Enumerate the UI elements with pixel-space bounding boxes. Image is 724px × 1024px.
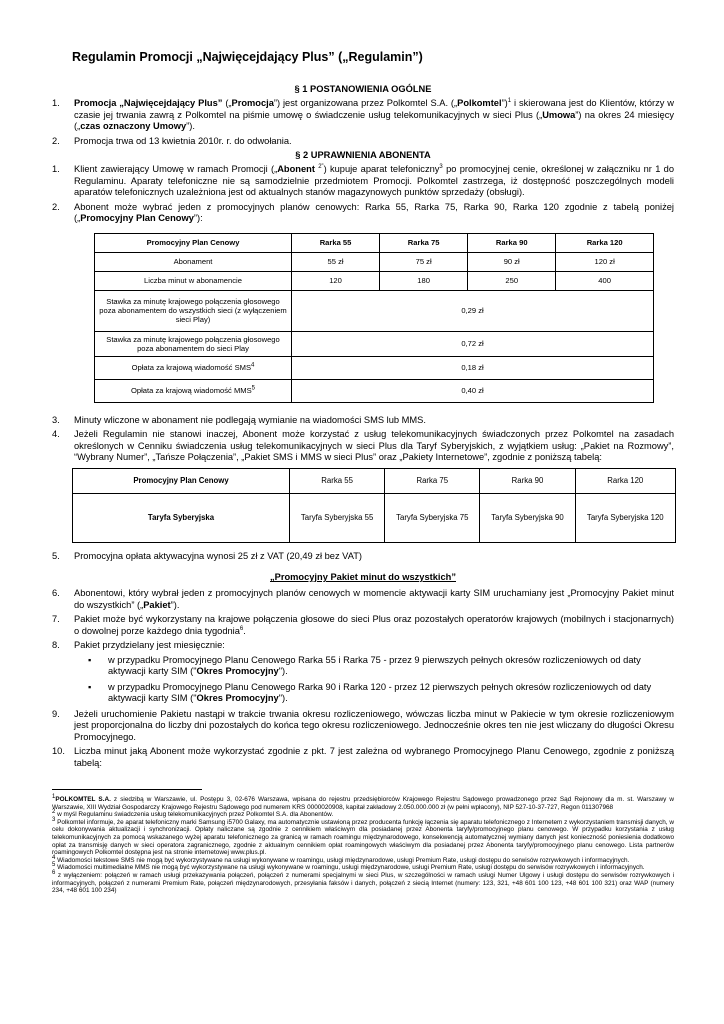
table-cell: Taryfa Syberyjska 90 xyxy=(480,493,575,542)
table-cell: Taryfa Syberyjska 120 xyxy=(575,493,675,542)
section2-heading: § 2 UPRAWNIENIA ABONENTA xyxy=(295,150,431,160)
footnote: $^4$ Wiadomości tekstowe SMS nie mogą być wykorzystywane na usługi wykonywane w roamingu, usługi międzynarodowe, usługi Premium Rate, usługi dostępu do serwisów rozrywkowych i informacyjnych. xyxy=(52,854,630,864)
item-number: 1. xyxy=(52,164,60,174)
item-text: Liczba minut jaką Abonent może wykorzystać zgodnie z pkt. 7 jest zależna od wybranego Promocyjnego Planu Cenowego, zgodnie z poniższą tabelą: xyxy=(74,746,674,768)
item-text: Abonentowi, który wybrał jeden z promocyjnych planów cenowych w momencie aktywacji karty SIM uruchamiany jest „Promocyjny Pakiet minut do wszystkich” („Pakiet”). xyxy=(74,588,674,610)
table-cell: 250 xyxy=(468,271,556,290)
row-label: Opłata za krajową wiadomość SMS$^4$ xyxy=(95,356,292,379)
section2-item-6 xyxy=(52,588,674,611)
table-cell: 180 xyxy=(380,271,468,290)
bullet-text: w przypadku Promocyjnego Planu Cenowego Rarka 90 i Rarka 120 - przez 12 pierwszych pełnych okresów rozliczeniowych od daty aktywacji karty SIM ("Okres Promocyjny"). xyxy=(108,681,652,703)
table-cell: 120 xyxy=(292,271,380,290)
bullet-icon: ▪ xyxy=(88,654,92,665)
table-header-cell: Rarka 120 xyxy=(556,233,654,252)
table-row xyxy=(95,290,654,331)
table-row xyxy=(95,379,654,402)
footnote-separator xyxy=(52,789,202,790)
section2-item-4 xyxy=(52,429,674,464)
table-header-cell: Rarka 75 xyxy=(380,233,468,252)
section2-item-10 xyxy=(52,746,674,769)
document-page xyxy=(52,50,674,895)
row-label: Stawka za minutę krajowego połączenia głosowego poza abonamentem do sieci Play xyxy=(95,331,292,356)
item-text: Pakiet przydzielany jest miesięcznie: xyxy=(74,640,225,650)
table-row xyxy=(95,271,654,290)
table-cell: 0,18 zł xyxy=(292,356,654,379)
footnote: $^6$ z wyłączeniem: połączeń w ramach usługi przekazywania połączeń, połączeń z numerami specjalnymi w sieci Plus, w szczególności w ramach usługi Numer Ulgowy i usługi dostępu do serwisów rozrywkowych i informacyjnych, połączeń z numerami Premium Rate, połączeń międzynarodowych, przesyłania faksów i danych, połączeń z siecią Internet (numery: 123, 321, +48 601 100 123, +48 601 100 321) oraz WAP (numery 234, +48 601 100 234) xyxy=(52,869,674,895)
item-number: 7. xyxy=(52,614,60,624)
table-header-cell: Rarka 75 xyxy=(385,468,480,493)
footnote: $^2$ w myśl Regulaminu świadczenia usług telekomunikacyjnych przez Polkomtel S.A. dla Abonentów. xyxy=(52,809,334,819)
table-header-cell: Rarka 55 xyxy=(292,233,380,252)
item-number: 2. xyxy=(52,135,60,146)
section1-item-2 xyxy=(52,136,674,148)
price-plan-table xyxy=(94,233,654,403)
bullet-item xyxy=(88,682,674,705)
table-header-cell: Promocyjny Plan Cenowy xyxy=(95,233,292,252)
table-header-row xyxy=(73,468,676,493)
item-text: Abonent może wybrać jeden z promocyjnych planów cenowych: Rarka 55, Rarka 75, Rarka 90, Rarka 120 zgodnie z tabelą poniżej („Promocyjny Plan Cenowy”): xyxy=(74,201,674,223)
item-text: Minuty wliczone w abonament nie podlegają wymianie na wiadomości SMS lub MMS. xyxy=(74,414,426,425)
section1-item-1 xyxy=(52,98,674,133)
section2-item-5 xyxy=(52,551,674,563)
table-cell: 400 xyxy=(556,271,654,290)
item-number: 2. xyxy=(52,201,60,212)
table-cell: 0,40 zł xyxy=(292,379,654,402)
footnote: $^3$ Polkomtel informuje, że aparat telefoniczny marki Samsung i5700 Galaxy, ma automatycznie ustawioną przez producenta funkcję łączenia się aparatu telefonicznego z Internetem z wykorzystaniem transmisji danych, w celu dokonywania aktualizacji i synchronizacji. Opłaty naliczane są zgodnie z cennikiem właściwym dla posiadanej przez Abonenta taryfy/promocyjnego planu cenowego. W przypadku korzystania z usług telekomunikacyjnych za pomocą wskazanego wyżej aparatu telefonicznego za granicą w ramach roamingu międzynarodowego, konsekwencją automatycznej wymiany danych jest konieczność poniesienia dodatkowo opłat za transmisję danych w sieci operatora zagranicznego, zgodnie z aktualnym cennikiem opłat roamingowych właściwym dla posiadanej przez Abonenta taryfy/promocyjnego planu cenowego. Lista partnerów roamingowych Polkomtel dostępna jest na stronie internetowej www.plus.pl. xyxy=(52,816,674,857)
table-header-row xyxy=(95,233,654,252)
table-row xyxy=(95,331,654,356)
section1-heading: § 1 POSTANOWIENIA OGÓLNE xyxy=(294,84,432,94)
item-number: 10. xyxy=(52,746,65,756)
row-label: Stawka za minutę krajowego połączenia głosowego poza abonamentem do wszystkich sieci (z wyłączeniem sieci Play) xyxy=(95,290,292,331)
section2-item-9 xyxy=(52,709,674,744)
document-title: Regulamin Promocji „Najwięcejdający Plus” („Regulamin”) xyxy=(72,50,423,64)
section2-item-2 xyxy=(52,202,674,225)
table-row xyxy=(95,356,654,379)
footnote: $^5$ Wiadomości multimedialne MMS nie mogą być wykorzystywane na usługi wykonywane w roamingu, usługi międzynarodowe, usługi Premium Rate, usługi dostępu do serwisów rozrywkowych i informacyjnych. xyxy=(52,862,645,872)
item-text: Jeżeli Regulamin nie stanowi inaczej, Abonent może korzystać z usług telekomunikacyjnych świadczonych przez Polkomtel na zasadach określonych w Cenniku świadczenia usług telekomunikacyjnych w sieci Plus dla Taryf Syberyjskich, z wyjątkiem usług: „Pakiet na Rozmowy”, “Wybrany Numer”, „Tańsze Połączenia”, „Pakiet SMS i MMS w sieci Plus” oraz „Pakiety Internetowe”, zgodnie z poniższą tabelą: xyxy=(74,429,674,462)
tariff-table xyxy=(72,468,676,543)
table-row xyxy=(95,252,654,271)
table-cell: 0,72 zł xyxy=(292,331,654,356)
footnote-ref: 2” xyxy=(318,163,324,170)
table-cell: 0,29 zł xyxy=(292,290,654,331)
item-text: Promocyjna opłata aktywacyjna wynosi 25 zł z VAT (20,49 zł bez VAT) xyxy=(74,550,362,561)
item-text: Promocja trwa od 13 kwietnia 2010r. r. do odwołania. xyxy=(74,135,292,146)
table-header-cell: Promocyjny Plan Cenowy xyxy=(73,468,290,493)
item-number: 8. xyxy=(52,640,60,650)
footnote: $^1$POLKOMTEL S.A. z siedzibą w Warszawie, ul. Postępu 3, 02-676 Warszawa, wpisana do rejestru przedsiębiorców Krajowego Rejestru Sądowego prowadzonego przez Sąd Rejonowy dla m. st. Warszawy w Warszawie, XIII Wydział Gospodarczy Krajowego Rejestru Sądowego pod numerem KRS 0000020908, kapitał zakładowy 2.050.000.000 zł (w pełni wpłacony), NIP 527-10-37-727, Regon 011307968 xyxy=(52,793,674,811)
bullet-icon: ▪ xyxy=(88,681,92,692)
item-number: 6. xyxy=(52,588,60,598)
footnote-ref: 3 xyxy=(439,163,443,170)
table-header-cell: Rarka 90 xyxy=(480,468,575,493)
table-cell: 120 zł xyxy=(556,252,654,271)
table-header-cell: Rarka 90 xyxy=(468,233,556,252)
bullet-item xyxy=(88,655,674,678)
table-row xyxy=(73,493,676,542)
row-label: Opłata za krajową wiadomość MMS$^5$ xyxy=(95,379,292,402)
row-label: Abonament xyxy=(95,252,292,271)
bullet-text: w przypadku Promocyjnego Planu Cenowego Rarka 55 i Rarka 75 - przez 9 pierwszych pełnych okresów rozliczeniowych od daty aktywacji karty SIM ("Okres Promocyjny"). xyxy=(108,654,641,676)
footnote-ref: 1 xyxy=(507,97,512,104)
item-text: Klient zawierający Umowę w ramach Promocji („Abonent $^{2”}$) kupuje aparat telefoniczny$^3$ po promocyjnej cenie, określonej w załączniku nr 1 do Regulaminu. Aparaty telefoniczne nie są samodzielnie przedmiotem Promocji. Polkomtel zastrzega, iż dostępność poszczególnych modeli aparatów telefonicznych uzależniona jest od aktualnych stanów magazynowych punktów sprzedaży (obsługi). xyxy=(74,163,675,197)
item-number: 9. xyxy=(52,708,60,719)
package-subheading: „Promocyjny Pakiet minut do wszystkich” xyxy=(270,572,456,582)
table-cell: 90 zł xyxy=(468,252,556,271)
table-header-cell: Rarka 55 xyxy=(290,468,385,493)
table-cell: Taryfa Syberyjska 55 xyxy=(290,493,385,542)
row-label: Taryfa Syberyjska xyxy=(73,493,290,542)
table-cell: Taryfa Syberyjska 75 xyxy=(385,493,480,542)
item-text: Promocja „Najwięcejdający Plus” („Promocja”) jest organizowana przez Polkomtel S.A. („Polkomtel”)$^1$ i skierowana jest do Klientów, którzy w czasie jej trwania zawrą z Polkomtel na piśmie umowę o świadczenie usług telekomunikacyjnych w sieci Plus („Umowa”) na okres 24 miesięcy („czas oznaczony Umowy”). xyxy=(74,97,674,131)
section2-item-8 xyxy=(52,640,674,652)
item-number: 5. xyxy=(52,550,60,561)
section2-item-1 xyxy=(52,164,674,199)
item-number: 4. xyxy=(52,429,60,439)
row-label: Liczba minut w abonamencie xyxy=(95,271,292,290)
table-cell: 55 zł xyxy=(292,252,380,271)
item-number: 3. xyxy=(52,414,60,425)
table-header-cell: Rarka 120 xyxy=(575,468,675,493)
footnote-ref: 6 xyxy=(239,625,244,632)
section2-item-3 xyxy=(52,415,674,427)
section2-item-7 xyxy=(52,614,674,637)
item-text: Jeżeli uruchomienie Pakietu nastąpi w trakcie trwania okresu rozliczeniowego, wówczas liczba minut w Pakiecie w tym okresie rozliczeniowym jest proporcjonalna do liczby dni pozostałych do końca tego okresu rozliczeniowego. Jednocześnie okres ten nie jest wliczany do długości Okresu Promocyjnego. xyxy=(74,708,674,742)
item-text: Pakiet może być wykorzystany na krajowe połączenia głosowe do sieci Plus oraz pozostałych operatorów krajowych (mobilnych i stacjonarnych) o dowolnej porze każdego dnia tygodnia$^6$. xyxy=(74,614,674,636)
table-cell: 75 zł xyxy=(380,252,468,271)
item-number: 1. xyxy=(52,98,60,108)
